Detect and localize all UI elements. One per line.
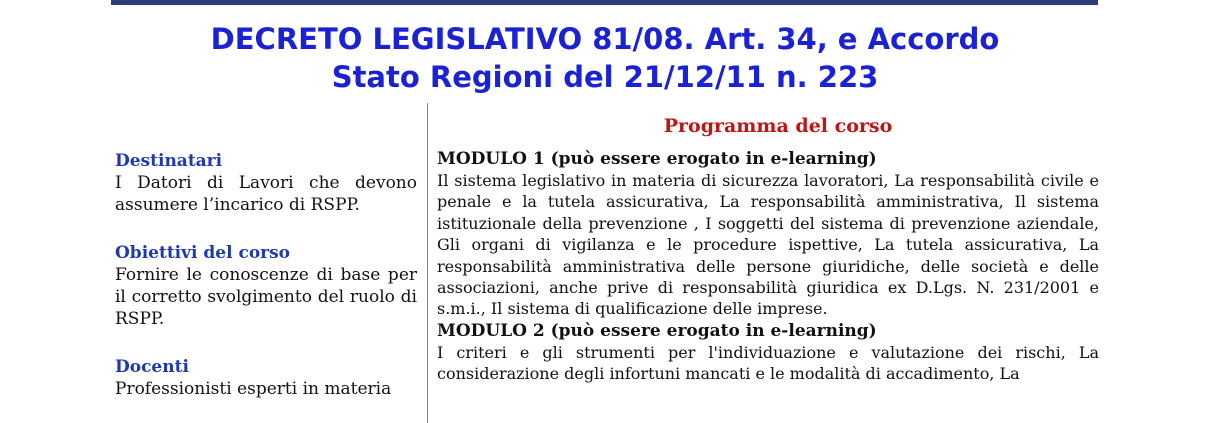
modulo-1-heading: MODULO 1 (può essere erogato in e-learning) (437, 149, 877, 169)
destinatari-body: I Datori di Lavori che devono assumere l’incarico di RSPP. (115, 173, 417, 215)
right-column (437, 114, 1099, 385)
destinatari-heading: Destinatari (115, 151, 223, 171)
title-line-2: Stato Regioni del 21/12/11 n. 223 (331, 60, 879, 94)
section-obiettivi (115, 242, 417, 330)
docenti-body: Professionisti esperti in materia (115, 379, 392, 399)
modulo-2-heading: MODULO 2 (può essere erogato in e-learning) (437, 320, 877, 341)
docenti-heading: Docenti (115, 357, 189, 377)
page-title (0, 20, 1210, 96)
modulo-2-body: I criteri e gli strumenti per l'individuazione e valutazione dei rischi, La considerazione degli infortuni mancati e le modalità di accadimento, La (437, 342, 1099, 384)
title-line-1: DECRETO LEGISLATIVO 81/08. Art. 34, e Accordo (210, 22, 1000, 56)
obiettivi-body: Fornire le conoscenze di base per il corretto svolgimento del ruolo di RSPP. (115, 265, 417, 329)
column-divider (427, 103, 428, 423)
left-column (115, 150, 417, 423)
programma-title: Programma del corso (663, 115, 893, 137)
modulo-1-body: Il sistema legislativo in materia di sicurezza lavoratori, La responsabilità civile e penale e la tutela assicurativa, La responsabilità amministrativa, Il sistema istituzionale della prevenzione , I soggetti del sistema di prevenzione aziendale, Gli organi di vigilanza e le procedure ispettive, La tutela assicurativa, La responsabilità amministrativa delle persone giuridiche, delle società e delle associazioni, anche prive di responsabilità giuridica ex D.Lgs. N. 231/2001 e s.m.i., Il sistema di qualificazione delle imprese. (437, 171, 1099, 319)
section-docenti (115, 356, 417, 400)
obiettivi-heading: Obiettivi del corso (115, 243, 291, 263)
section-destinatari (115, 150, 417, 216)
top-header-bar (111, 0, 1098, 5)
